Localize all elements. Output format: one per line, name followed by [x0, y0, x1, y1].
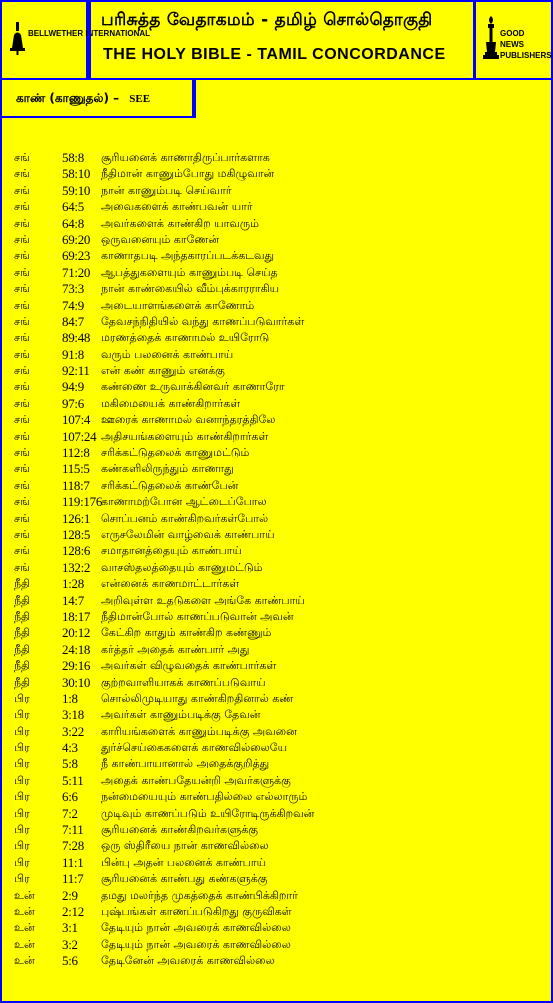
entry-text: அதைக் காண்பதேயன்றி அவர்களுக்கு	[101, 773, 291, 787]
concordance-entry	[14, 330, 544, 346]
bell-icon	[2, 2, 86, 78]
entry-text: ஒரு ஸ்திரீயை நான் காணவில்லை	[101, 839, 269, 853]
entry-text: கண்ணை உருவாக்கினவர் காணாரோ	[101, 380, 285, 394]
entry-reference: 91:8	[62, 346, 84, 362]
entry-reference: 92:11	[62, 363, 90, 379]
entry-reference: 18:17	[62, 608, 91, 624]
entry-reference: 11:7	[62, 871, 84, 887]
entry-reference: 5:6	[62, 953, 78, 969]
bellwether-logo	[0, 0, 151, 80]
entry-book: பிர	[14, 790, 30, 804]
entry-book: நீதி	[14, 659, 31, 673]
concordance-entry	[14, 560, 544, 576]
entry-book: பிர	[14, 773, 30, 787]
entry-book: பிர	[14, 724, 30, 738]
entry-book: பிர	[14, 872, 30, 886]
entry-reference: 118:7	[62, 477, 90, 493]
concordance-entry	[14, 494, 544, 510]
concordance-entry	[14, 265, 544, 281]
entry-text: அவர்கள் விழுவதைக் காண்பார்கள்	[101, 659, 277, 673]
entry-reference: 3:18	[62, 707, 84, 723]
entry-text: கேட்கிற காதும் காண்கிற கண்ணும்	[101, 626, 272, 640]
concordance-entry	[14, 232, 544, 248]
entry-text: நீதிமான் காணும்போது மகிழுவான்	[101, 167, 275, 181]
concordance-list	[14, 150, 544, 970]
concordance-entry	[14, 396, 544, 412]
concordance-entry	[14, 806, 544, 822]
concordance-entry	[14, 511, 544, 527]
entry-reference: 2:12	[62, 903, 84, 919]
entry-book: பிர	[14, 741, 30, 755]
entry-reference: 58:8	[62, 150, 84, 165]
concordance-entry	[14, 920, 544, 936]
entry-book: நீதி	[14, 593, 31, 607]
concordance-entry	[14, 216, 544, 232]
entry-reference: 119:176	[62, 494, 103, 510]
entry-reference: 128:5	[62, 526, 91, 542]
headword-label: காண் (காணுதல்) –	[16, 91, 120, 105]
concordance-entry	[14, 150, 544, 166]
entry-book: சங்	[14, 495, 30, 509]
concordance-entry	[14, 445, 544, 461]
entry-reference: 2:9	[62, 887, 78, 903]
entry-text: அடையாளங்களைக் காணோம்	[101, 298, 255, 312]
entry-text: வாசஸ்தலத்தையும் காணுமட்டும்	[101, 560, 263, 574]
concordance-entry	[14, 937, 544, 953]
concordance-entry	[14, 298, 544, 314]
entry-reference: 115:5	[62, 461, 90, 477]
entry-text: நான் காண்கையில் வீம்புக்காரராகிய	[101, 282, 280, 296]
entry-reference: 69:20	[62, 231, 91, 247]
entry-reference: 64:8	[62, 215, 84, 231]
entry-book: சங்	[14, 380, 30, 394]
entry-text: மரணத்தைக் காணாமல் உயிரோடு	[101, 331, 270, 345]
entry-book: நீதி	[14, 675, 31, 689]
concordance-entry	[14, 756, 544, 772]
see-label: SEE	[129, 93, 151, 105]
entry-reference: 5:11	[62, 772, 84, 788]
entry-book: சங்	[14, 331, 30, 345]
entry-book: நீதி	[14, 609, 31, 623]
entry-text: குற்றவாளியாகக் காணப்படுவாய்	[101, 675, 266, 689]
entry-text: தமது மலர்ந்த முகத்தைக் காண்பிக்கிறார்	[101, 888, 298, 902]
entry-reference: 74:9	[62, 297, 84, 313]
entry-reference: 1:28	[62, 576, 84, 592]
entry-text: என்னைக் காணமாட்டார்கள்	[101, 577, 240, 591]
concordance-entry	[14, 691, 544, 707]
concordance-entry	[14, 773, 544, 789]
title-english: THE HOLY BIBLE - TAMIL CONCORDANCE	[103, 46, 446, 63]
entry-text: காணாதபடி அந்தகாரப்படக்கடவது	[101, 249, 275, 263]
entry-text: காரியங்களைக் காணும்படிக்கு அவனை	[101, 724, 297, 738]
entry-book: பிர	[14, 806, 30, 820]
entry-book: நீதி	[14, 577, 31, 591]
headword-box	[0, 79, 196, 118]
entry-book: சங்	[14, 413, 30, 427]
entry-book: சங்	[14, 446, 30, 460]
entry-book: உன்	[14, 954, 35, 968]
concordance-entry	[14, 609, 544, 625]
entry-text: பின்பு அதன் பலனைக் காண்பாய்	[101, 855, 267, 869]
good-news-logo	[474, 0, 553, 80]
entry-reference: 69:23	[62, 248, 91, 264]
concordance-entry	[14, 871, 544, 887]
entry-text: ஒருவனையும் காணேன்	[101, 232, 220, 246]
concordance-entry	[14, 822, 544, 838]
concordance-entry	[14, 461, 544, 477]
entry-book: நீதி	[14, 642, 31, 656]
entry-text: தேவசந்நிதியில் வந்து காணப்படுவார்கள்	[101, 314, 305, 328]
entry-book: சங்	[14, 347, 30, 361]
entry-reference: 97:6	[62, 395, 84, 411]
entry-text: அவர்கள் காணும்படிக்கு தேவன்	[101, 708, 261, 722]
entry-text: காணாமற்போன ஆட்டைப்போல	[101, 495, 267, 509]
entry-reference: 59:10	[62, 182, 91, 198]
concordance-entry	[14, 379, 544, 395]
headword	[16, 91, 150, 107]
entry-book: சங்	[14, 167, 30, 181]
concordance-entry	[14, 314, 544, 330]
entry-reference: 7:28	[62, 838, 84, 854]
entry-book: சங்	[14, 282, 30, 296]
entry-reference: 29:16	[62, 658, 91, 674]
concordance-entry	[14, 248, 544, 264]
concordance-entry	[14, 281, 544, 297]
entry-book: சங்	[14, 429, 30, 443]
entry-book: சங்	[14, 232, 30, 246]
entry-reference: 7:11	[62, 822, 84, 838]
entry-reference: 71:20	[62, 264, 91, 280]
entry-book: நீதி	[14, 626, 31, 640]
entry-book: சங்	[14, 396, 30, 410]
entry-reference: 73:3	[62, 281, 84, 297]
entry-text: அதிசயங்களையும் காண்கிறார்கள்	[101, 429, 269, 443]
concordance-entry	[14, 642, 544, 658]
entry-text: சொப்பனம் காண்கிறவர்கள்போல்	[101, 511, 269, 525]
concordance-entry	[14, 576, 544, 592]
entry-reference: 1:8	[62, 690, 78, 706]
entry-book: பிர	[14, 823, 30, 837]
concordance-entry	[14, 675, 544, 691]
concordance-entry	[14, 166, 544, 182]
concordance-entry	[14, 724, 544, 740]
concordance-entry	[14, 904, 544, 920]
entry-book: சங்	[14, 511, 30, 525]
entry-text: சமாதானத்தையும் காண்பாய்	[101, 544, 242, 558]
entry-text: நன்மையையும் காண்பதில்லை எல்லாரும்	[101, 790, 308, 804]
entry-book: சங்	[14, 462, 30, 476]
entry-reference: 132:2	[62, 559, 91, 575]
entry-text: முடிவும் காணப்படும் உயிரோடிருக்கிறவன்	[101, 806, 315, 820]
entry-text: அறிவுள்ள உதடுகளை அங்கே காண்பாய்	[101, 593, 305, 607]
entry-book: உன்	[14, 904, 35, 918]
concordance-entry	[14, 625, 544, 641]
concordance-entry	[14, 658, 544, 674]
concordance-entry	[14, 478, 544, 494]
entry-text: தேடினேன் அவரைக் காணவில்லை	[101, 954, 275, 968]
entry-book: உன்	[14, 888, 35, 902]
entry-book: சங்	[14, 478, 30, 492]
entry-text: துர்ச்செய்கைகளைக் காணவில்லையே	[101, 741, 288, 755]
header	[0, 0, 553, 80]
entry-book: சங்	[14, 298, 30, 312]
entry-reference: 89:48	[62, 330, 91, 346]
entry-book: சங்	[14, 265, 30, 279]
entry-text: அவர்களைக் காண்கிற யாவரும்	[101, 216, 259, 230]
entry-book: சங்	[14, 183, 30, 197]
entry-reference: 64:5	[62, 199, 84, 215]
entry-reference: 7:2	[62, 805, 78, 821]
entry-book: சங்	[14, 216, 30, 230]
entry-reference: 30:10	[62, 674, 91, 690]
entry-text: வரும் பலனைக் காண்பாய்	[101, 347, 234, 361]
entry-text: சொல்லிமுடியாது காண்கிறதினால் கண்	[101, 691, 294, 705]
entry-reference: 3:1	[62, 920, 78, 936]
concordance-entry	[14, 199, 544, 215]
concordance-entry	[14, 543, 544, 559]
entry-book: சங்	[14, 364, 30, 378]
entry-text: கண்களிலிருந்தும் காணாது	[101, 462, 234, 476]
entry-text: தேடியும் நான் அவரைக் காணவில்லை	[101, 937, 291, 951]
entry-text: சூரியனைக் காண்பது கண்களுக்கு	[101, 872, 268, 886]
entry-text: ஊரைக் காணாமல் வனாந்தரத்திலே	[101, 413, 276, 427]
logo-left-text: BELLWETHER INTERNATIONAL	[28, 29, 151, 38]
entry-text: மகிமையைக் காண்கிறார்கள்	[101, 396, 241, 410]
entry-reference: 11:1	[62, 854, 84, 870]
concordance-entry	[14, 838, 544, 854]
entry-book: சங்	[14, 527, 30, 541]
concordance-entry	[14, 953, 544, 969]
entry-reference: 107:24	[62, 428, 97, 444]
entry-reference: 4:3	[62, 740, 78, 756]
concordance-entry	[14, 183, 544, 199]
entry-text: ஆபத்துகளையும் காணும்படி செய்த	[101, 265, 278, 279]
entry-book: சங்	[14, 249, 30, 263]
entry-book: சங்	[14, 314, 30, 328]
entry-text: என் கண் காணும் எனக்கு	[101, 364, 225, 378]
entry-text: சூரியனைக் காண்கிறவர்களுக்கு	[101, 823, 259, 837]
entry-reference: 126:1	[62, 510, 91, 526]
concordance-entry	[14, 527, 544, 543]
concordance-entry	[14, 888, 544, 904]
entry-reference: 6:6	[62, 789, 78, 805]
concordance-entry	[14, 855, 544, 871]
entry-reference: 14:7	[62, 592, 84, 608]
entry-reference: 107:4	[62, 412, 91, 428]
entry-book: சங்	[14, 151, 30, 164]
entry-text: சரிக்கட்டுதலைக் காணுமட்டும்	[101, 446, 250, 460]
concordance-entry	[14, 789, 544, 805]
entry-reference: 24:18	[62, 641, 91, 657]
entry-book: பிர	[14, 839, 30, 853]
entry-text: நான் காணும்படி செய்வார்	[101, 183, 232, 197]
entry-text: எருசலேமின் வாழ்வைக் காண்பாய்	[101, 527, 275, 541]
entry-book: பிர	[14, 691, 30, 705]
entry-text: நீ காண்பாயானால் அதைக்குறித்து	[101, 757, 270, 771]
entry-book: உன்	[14, 921, 35, 935]
entry-book: பிர	[14, 708, 30, 722]
entry-reference: 5:8	[62, 756, 78, 772]
concordance-entry	[14, 707, 544, 723]
entry-book: சங்	[14, 200, 30, 214]
concordance-entry	[14, 740, 544, 756]
entry-book: பிர	[14, 757, 30, 771]
entry-reference: 20:12	[62, 625, 91, 641]
entry-book: உன்	[14, 937, 35, 951]
entry-reference: 128:6	[62, 543, 91, 559]
entry-book: பிர	[14, 855, 30, 869]
entry-text: சரிக்கட்டுதலைக் காண்பேன்	[101, 478, 239, 492]
concordance-entry	[14, 429, 544, 445]
concordance-entry	[14, 593, 544, 609]
entry-text: சூரியனைக் காணாதிருப்பார்களாக	[101, 151, 270, 164]
entry-reference: 58:10	[62, 166, 91, 182]
entry-book: சங்	[14, 560, 30, 574]
entry-reference: 112:8	[62, 445, 90, 461]
entry-book: சங்	[14, 544, 30, 558]
entry-reference: 3:2	[62, 936, 78, 952]
title-box	[88, 0, 476, 80]
entry-reference: 3:22	[62, 723, 84, 739]
entry-reference: 84:7	[62, 313, 84, 329]
concordance-entry	[14, 412, 544, 428]
concordance-entry	[14, 347, 544, 363]
entry-reference: 94:9	[62, 379, 84, 395]
entry-text: புஷ்பங்கள் காணப்படுகிறது குருவிகள்	[101, 904, 292, 918]
entry-text: அவைகளைக் காண்பவன் யார்	[101, 200, 253, 214]
title-tamil: பரிசுத்த வேதாகமம் - தமிழ் சொல்தொகுதி	[101, 10, 433, 30]
entry-text: நீதிமான்போல் காணப்படுவான் அவன்	[101, 609, 294, 623]
entry-text: கர்த்தர் அதைக் காண்பார் அது	[101, 642, 250, 656]
logo-right-text: GOOD NEWS PUBLISHERS	[500, 29, 552, 60]
concordance-entry	[14, 363, 544, 379]
entry-text: தேடியும் நான் அவரைக் காணவில்லை	[101, 921, 291, 935]
